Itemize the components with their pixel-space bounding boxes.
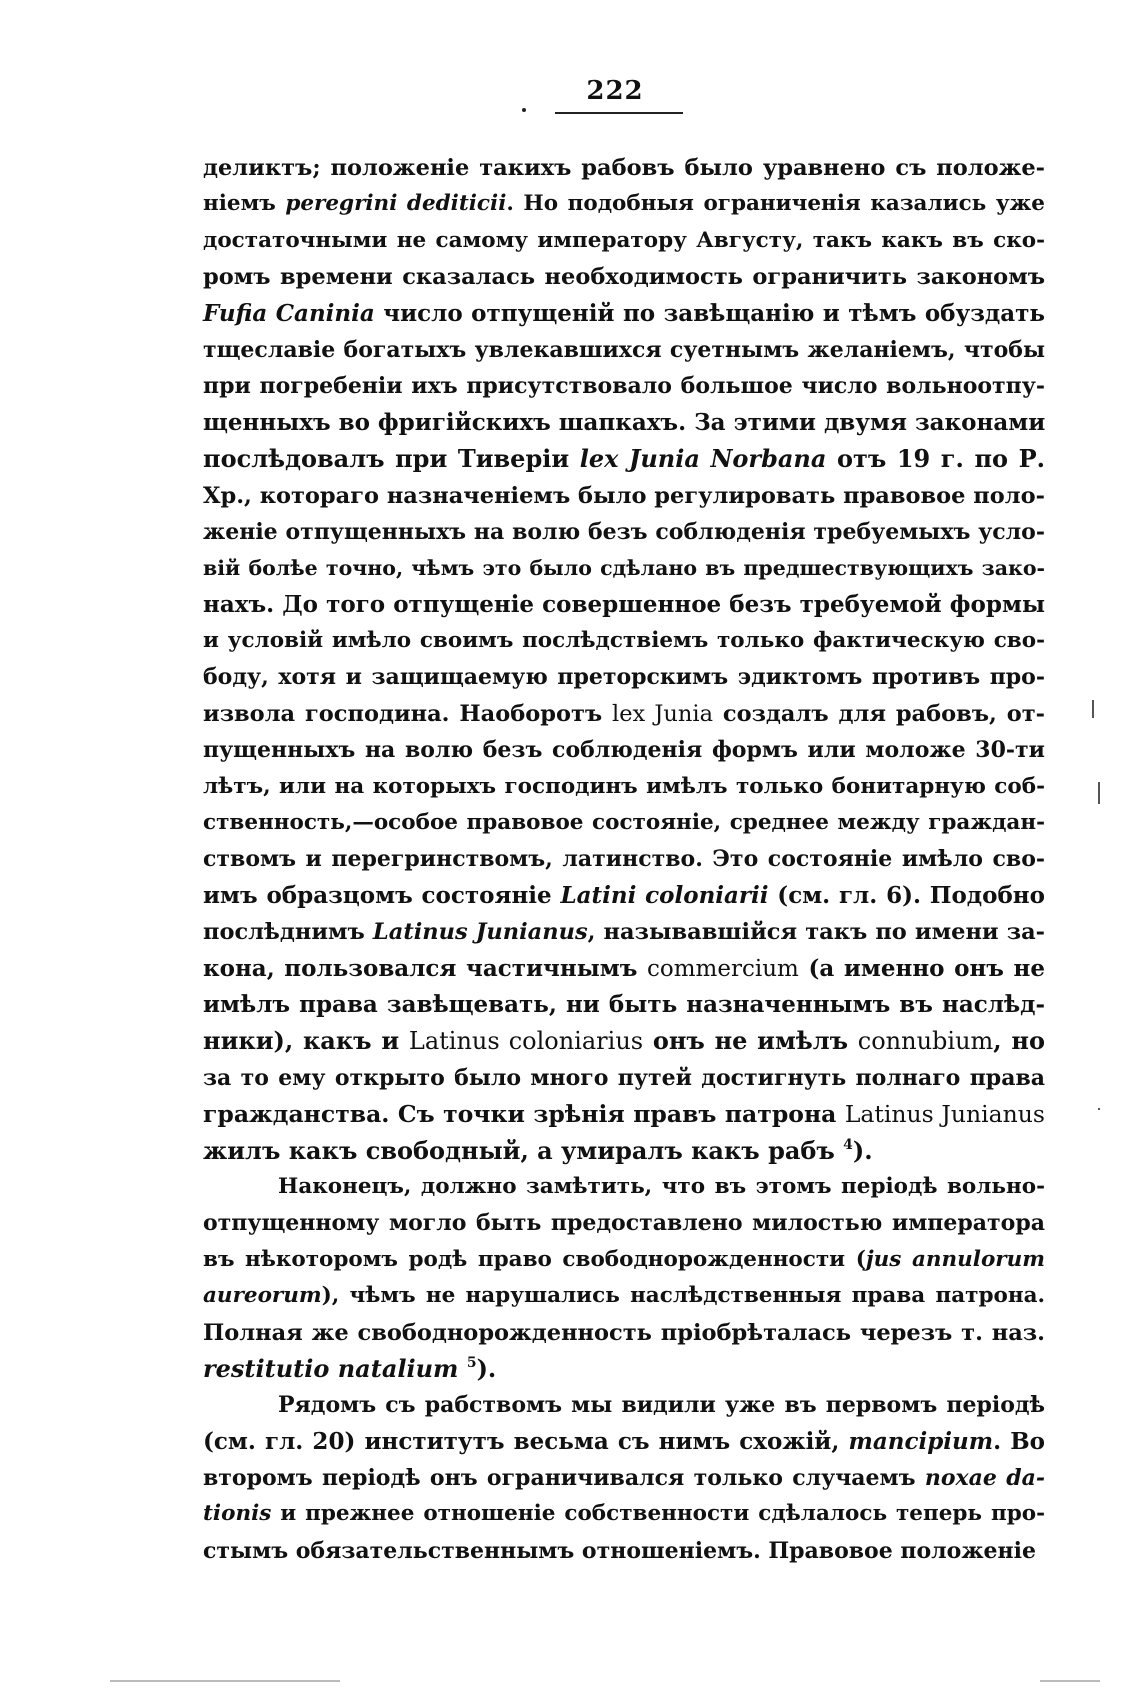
text-line <box>203 1096 1045 1132</box>
text-line <box>203 841 1045 877</box>
page-number: 222 <box>586 76 644 106</box>
text-line <box>203 769 1045 805</box>
text-segment: ). <box>476 1353 497 1383</box>
text-line <box>203 805 1045 841</box>
text-line <box>203 951 1045 987</box>
text-segment: Хр., котораго назначеніемъ было регулировать правовое поло- <box>203 482 1045 509</box>
footnote-ref: 4 <box>843 1136 853 1153</box>
latin-term: tionis <box>203 1501 272 1527</box>
text-segment: кона, пользовался частичнымъ <box>203 954 648 982</box>
latin-term: peregrini dediticii <box>285 191 507 217</box>
margin-mark <box>1098 782 1100 804</box>
text-segment: пущенныхъ на волю безъ соблюденія формъ или моложе 30-ти <box>203 737 1045 764</box>
text-segment: боду, хотя и защищаемую преторскимъ эдиктомъ противъ про- <box>203 664 1045 691</box>
text-segment: lex Junia <box>612 700 714 727</box>
text-segment: ствомъ и перегринствомъ, латинство. Это состояніе имѣло сво- <box>203 846 1045 873</box>
footnote-ref: 5 <box>466 1354 477 1371</box>
text-segment: жилъ какъ свободный, а умиралъ какъ рабъ <box>203 1135 844 1165</box>
text-segment: commercium <box>647 955 799 982</box>
text-segment: (см. гл. 20) институтъ весьма съ нимъ схожій, <box>203 1427 849 1455</box>
text-segment: деликтъ; положеніе такихъ рабовъ было уравнено съ положе- <box>203 155 1045 181</box>
text-segment: создалъ для рабовъ, от- <box>713 700 1046 727</box>
page-header <box>545 76 685 106</box>
text-line <box>203 478 1045 514</box>
text-line <box>203 878 1045 914</box>
text-line <box>203 550 1045 586</box>
latin-term: aureorum <box>203 1283 322 1309</box>
text-line <box>203 1205 1045 1241</box>
text-segment: ники), какъ и <box>203 1026 409 1056</box>
text-line <box>203 150 1045 186</box>
text-segment: отпущенному могло быть предоставлено милостью императора <box>203 1210 1045 1237</box>
text-segment: connubium <box>857 1027 994 1056</box>
scan-noise <box>110 1680 340 1682</box>
text-segment: за то ему открыто было много путей достигнуть полнаго права <box>203 1064 1045 1091</box>
text-line <box>203 987 1045 1023</box>
text-line <box>203 1169 1045 1205</box>
text-line <box>203 587 1045 623</box>
text-line <box>203 914 1045 950</box>
text-line <box>203 1133 1045 1169</box>
text-line <box>203 332 1045 368</box>
text-segment: онъ не имѣлъ <box>643 1026 858 1056</box>
latin-term: lex Junia Norbana <box>579 444 827 474</box>
text-segment: ніемъ <box>203 191 286 217</box>
text-segment: послѣднимъ <box>203 919 373 946</box>
latin-term: Fufia Caninia <box>203 299 375 327</box>
text-segment: . Но подобныя ограниченія казались уже <box>506 191 1045 217</box>
text-segment: Latinus coloniarius <box>408 1027 644 1056</box>
text-segment: второмъ періодѣ онъ ограничивался только случаемъ <box>203 1465 925 1492</box>
text-segment: Полная же свободнорожденность пріобрѣталась черезъ т. наз. <box>203 1319 1045 1346</box>
text-line <box>203 514 1045 550</box>
text-segment: ). <box>852 1135 873 1165</box>
text-line <box>203 1460 1045 1496</box>
text-segment: женіе отпущенныхъ на волю безъ соблюденія требуемыхъ усло- <box>203 518 1045 545</box>
text-segment: (см. гл. 6). Подобно <box>768 881 1045 909</box>
text-segment: . Во <box>993 1427 1046 1455</box>
text-segment: лѣтъ, или на которыхъ господинъ имѣлъ только бонитарную соб- <box>203 773 1045 799</box>
latin-term: noxae da- <box>924 1465 1045 1492</box>
text-segment: ), чѣмъ не нарушались наслѣдственныя права патрона. <box>321 1283 1045 1309</box>
text-segment: нахъ. До того отпущеніе совершенное безъ требуемой формы <box>203 590 1045 618</box>
latin-term: Latinus Junianus <box>372 919 588 946</box>
text-segment: стымъ обязательственнымъ отношеніемъ. Правовое положеніе <box>203 1537 1037 1564</box>
text-segment: ромъ времени сказалась необходимость ограничить закономъ <box>203 264 1045 291</box>
text-line <box>203 1315 1045 1351</box>
text-segment: Latinus Junianus <box>844 1100 1045 1129</box>
text-line <box>203 623 1045 659</box>
text-line <box>203 1023 1045 1059</box>
text-segment <box>458 1354 466 1383</box>
text-line <box>203 1242 1045 1278</box>
text-line <box>203 732 1045 768</box>
text-line <box>203 696 1045 732</box>
text-segment: гражданства. Съ точки зрѣнія правъ патрона <box>203 1100 845 1129</box>
text-segment: вій болѣе точно, чѣмъ это было сдѣлано въ предшествующихъ зако- <box>203 556 1045 581</box>
text-line <box>203 186 1045 222</box>
text-segment: имѣлъ права завѣщевать, ни быть назначеннымъ въ наслѣд- <box>203 990 1045 1018</box>
text-segment: (а именно онъ не <box>798 954 1045 982</box>
text-segment: и прежнее отношеніе собственности сдѣлалось теперь про- <box>271 1501 1045 1527</box>
text-segment: въ нѣкоторомъ родѣ право свободнорожденности ( <box>203 1246 866 1272</box>
text-line <box>203 1533 1045 1569</box>
text-segment: послѣдовалъ при Тиверіи <box>203 444 580 474</box>
text-segment: отъ 19 г. по Р. <box>826 444 1045 474</box>
text-segment: , называвшійся такъ по имени за- <box>587 919 1045 946</box>
text-line <box>203 259 1045 295</box>
latin-term: mancipium <box>848 1427 994 1455</box>
text-segment: имъ образцомъ состояніе <box>203 881 561 909</box>
text-segment: и условій имѣло своимъ послѣдствіемъ только фактическую сво- <box>203 628 1045 654</box>
text-segment: достаточными не самому императору Августу, такъ какъ въ ско- <box>203 227 1045 253</box>
margin-mark <box>1092 700 1094 718</box>
text-segment: извола господина. Наоборотъ <box>203 700 613 727</box>
text-line <box>203 659 1045 695</box>
text-segment: тщеславіе богатыхъ увлекавшихся суетнымъ желаніемъ, чтобы <box>203 336 1045 363</box>
latin-term: jus annulorum <box>865 1246 1045 1272</box>
text-segment: щенныхъ во фригійскихъ шапкахъ. За этими двумя законами <box>203 408 1046 436</box>
latin-term: Latini coloniarii <box>560 881 769 909</box>
text-segment: Рядомъ съ рабствомъ мы видили уже въ первомъ періодѣ <box>278 1392 1045 1419</box>
text-segment: , но <box>993 1026 1045 1056</box>
text-line <box>203 368 1045 404</box>
text-segment: число отпущеній по завѣщанію и тѣмъ обуздать <box>374 299 1045 327</box>
text-line <box>203 1387 1045 1423</box>
text-line <box>203 405 1045 441</box>
text-line <box>203 296 1045 332</box>
text-line <box>203 1351 1045 1387</box>
latin-term: restitutio natalium <box>203 1353 459 1383</box>
text-line <box>203 1278 1045 1314</box>
margin-mark <box>1098 1108 1100 1110</box>
page-header-rule <box>555 112 683 114</box>
page-header-dot <box>522 108 526 112</box>
text-segment: ственность,—особое правовое состояніе, среднее между граждан- <box>203 810 1045 836</box>
body-text <box>203 150 1045 1569</box>
text-line <box>203 1424 1045 1460</box>
text-line <box>203 441 1045 477</box>
scan-noise <box>1040 1680 1100 1682</box>
text-segment: при погребеніи ихъ присутствовало большое число вольноотпу- <box>203 373 1045 400</box>
text-line <box>203 1060 1045 1096</box>
text-segment: Наконецъ, должно замѣтить, что въ этомъ періодѣ вольно- <box>278 1173 1045 1199</box>
text-line <box>203 1496 1045 1532</box>
text-line <box>203 223 1045 259</box>
